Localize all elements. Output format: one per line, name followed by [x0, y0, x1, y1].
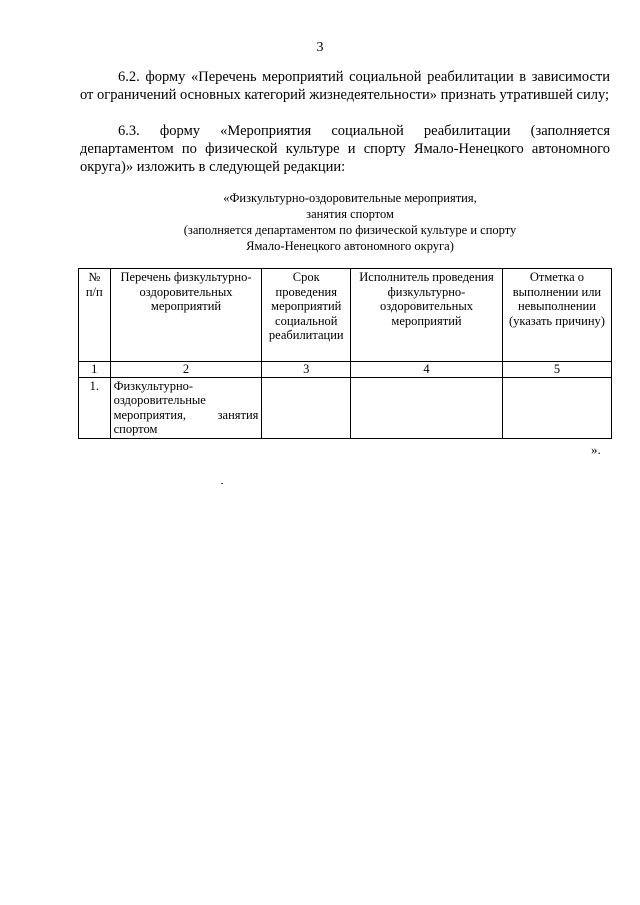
form-caption-line: Ямало-Ненецкого автономного округа) — [246, 239, 454, 253]
column-number: 5 — [502, 362, 611, 378]
header-period: Срок проведения мероприятий социальной реабилитации — [262, 269, 351, 362]
paragraph-6-2 — [80, 68, 610, 104]
form-caption-line: «Физкультурно-оздоровительные мероприятия, — [223, 191, 477, 205]
row-period — [262, 377, 351, 438]
table-header-row — [79, 269, 612, 362]
column-number: 4 — [351, 362, 503, 378]
header-executor: Исполнитель проведения физкультурно-оздоровительных мероприятий — [351, 269, 503, 362]
column-number: 3 — [262, 362, 351, 378]
paragraph-label: 6.2. — [118, 69, 140, 85]
header-number: № п/п — [79, 269, 111, 362]
header-completion-mark: Отметка о выполнении или невыполнении (указать причину) — [502, 269, 611, 362]
paragraph-text: форму «Мероприятия социальной реабилитации (заполняется департаментом по физической культуре и спорту Ямало-Ненецкого автономного округа)» изложить в следующей редакции: — [80, 123, 610, 175]
activities-table — [78, 268, 612, 439]
column-number: 1 — [79, 362, 111, 378]
column-number: 2 — [110, 362, 262, 378]
form-caption-line: (заполняется департаментом по физической культуре и спорту — [183, 223, 517, 237]
paragraph-label: 6.3. — [118, 123, 140, 139]
paragraph-text: форму «Перечень мероприятий социальной реабилитации в зависимости от ограничений основных категорий жизнедеятельности» признать утратившей силу; — [80, 69, 610, 103]
paragraph-6-3 — [80, 122, 610, 176]
row-number: 1. — [79, 377, 111, 438]
header-activity-list: Перечень физкультурно-оздоровительных мероприятий — [110, 269, 262, 362]
row-executor — [351, 377, 503, 438]
form-caption — [100, 190, 600, 254]
scan-speck — [221, 483, 223, 484]
form-caption-line: занятия спортом — [306, 207, 394, 221]
page-number: 3 — [316, 40, 324, 55]
table-row — [79, 377, 612, 438]
row-completion-mark — [502, 377, 611, 438]
row-activity: Физкультурно-оздоровительные мероприятия, занятия спортом — [110, 377, 262, 438]
column-number-row — [79, 362, 612, 378]
closing-quote: ». — [591, 442, 601, 457]
